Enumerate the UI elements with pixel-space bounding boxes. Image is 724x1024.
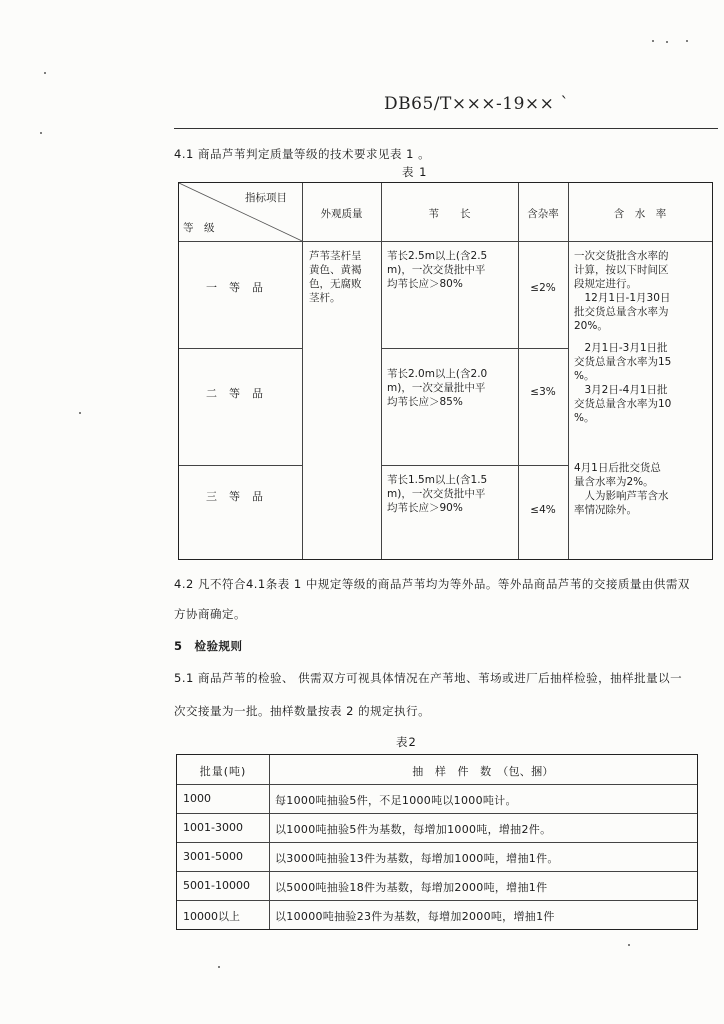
section-4-2-line-2: 方协商确定。 <box>174 607 246 621</box>
length-first: 苇长2.5m以上(含2.5 m)，一次交货批中平 均苇长应＞80% <box>387 250 488 290</box>
scan-speck <box>652 40 654 42</box>
section-4-1-text: 4.1 商品芦苇判定质量等级的技术要求见表 1 。 <box>174 147 431 161</box>
table-row <box>177 842 697 871</box>
table-row <box>177 900 697 929</box>
table1-caption: 表 1 <box>402 165 428 179</box>
table-1 <box>178 182 713 560</box>
table-row <box>177 784 697 813</box>
document-code: DB65/T×××-19×× ` <box>384 94 570 114</box>
header-impurity: 含杂率 <box>527 208 559 220</box>
header-batch: 批量(吨) <box>199 765 247 778</box>
moisture-block-1: 一次交货批含水率的 计算，按以下时间区 段规定进行。 12月1日-1月30日 批交货总量含水率为 20%。 <box>574 250 671 332</box>
batch-cell: 5001-10000 <box>183 879 250 892</box>
length-third: 苇长1.5m以上(含1.5 m)，一次交货批中平 均苇长应＞90% <box>387 474 488 514</box>
table-row <box>177 871 697 900</box>
scan-speck <box>686 40 688 42</box>
scan-speck <box>44 72 46 74</box>
rule-cell: 以10000吨抽验23件为基数，每增加2000吨，增抽1件 <box>275 910 555 923</box>
moisture-block-2: 2月1日-3月1日批 交货总量含水率为15 %。 3月2日-4月1日批 交货总量含水率为10 %。 <box>574 342 672 424</box>
header-indicator: 指标项目 <box>245 192 287 204</box>
scan-speck <box>666 41 668 43</box>
scan-speck <box>79 412 81 414</box>
grade-second: 二等品 <box>206 387 275 400</box>
table2-header-row <box>177 755 697 784</box>
impurity-first: ≤2% <box>530 282 556 294</box>
table2-caption: 表2 <box>396 735 417 749</box>
batch-cell: 3001-5000 <box>183 850 243 863</box>
appearance-text: 芦苇茎杆呈 黄色、黄褐 色，无腐败 茎杆。 <box>309 250 362 304</box>
rule-cell: 以1000吨抽验5件为基数，每增加1000吨，增抽2件。 <box>275 823 552 836</box>
header-length: 苇 长 <box>428 208 471 220</box>
section-5-title: 5 检验规则 <box>174 639 243 653</box>
header-moisture: 含 水 率 <box>613 208 667 220</box>
impurity-second: ≤3% <box>530 386 556 398</box>
scan-speck <box>40 132 42 134</box>
header-appearance: 外观质量 <box>320 208 363 220</box>
batch-cell: 1000 <box>183 792 211 805</box>
header-rule <box>174 128 718 129</box>
batch-cell: 10000以上 <box>183 910 240 923</box>
impurity-third: ≤4% <box>530 504 556 516</box>
moisture-block-3: 4月1日后批交货总 量含水率为2%。 人为影响芦苇含水 率情况除外。 <box>574 462 669 516</box>
table-row <box>177 813 697 842</box>
table-2 <box>176 754 698 930</box>
rule-cell: 每1000吨抽验5件，不足1000吨以1000吨计。 <box>275 794 517 807</box>
batch-cell: 1001-3000 <box>183 821 243 834</box>
header-sample: 抽 样 件 数 （包、捆） <box>412 765 554 778</box>
rule-cell: 以3000吨抽验13件为基数，每增加1000吨，增抽1件。 <box>275 852 559 865</box>
grade-first: 一等品 <box>206 281 275 294</box>
section-4-2-line-1: 4.2 凡不符合4.1条表 1 中规定等级的商品芦苇均为等外品。等外品商品芦苇的交接质量由供需双 <box>174 577 690 591</box>
scan-speck <box>218 966 220 968</box>
section-5-1-line-2: 次交接量为一批。抽样数量按表 2 的规定执行。 <box>174 704 431 718</box>
length-second: 苇长2.0m以上(含2.0 m)，一次交量批中平 均苇长应＞85% <box>387 368 488 408</box>
header-grade: 等 级 <box>183 222 215 234</box>
section-5-1-line-1: 5.1 商品芦苇的检验、 供需双方可视具体情况在产苇地、苇场或进厂后抽样检验，抽样批量以一 <box>174 671 683 685</box>
scan-speck <box>628 944 630 946</box>
grade-third: 三等品 <box>206 490 275 503</box>
rule-cell: 以5000吨抽验18件为基数，每增加2000吨，增抽1件 <box>275 881 548 894</box>
